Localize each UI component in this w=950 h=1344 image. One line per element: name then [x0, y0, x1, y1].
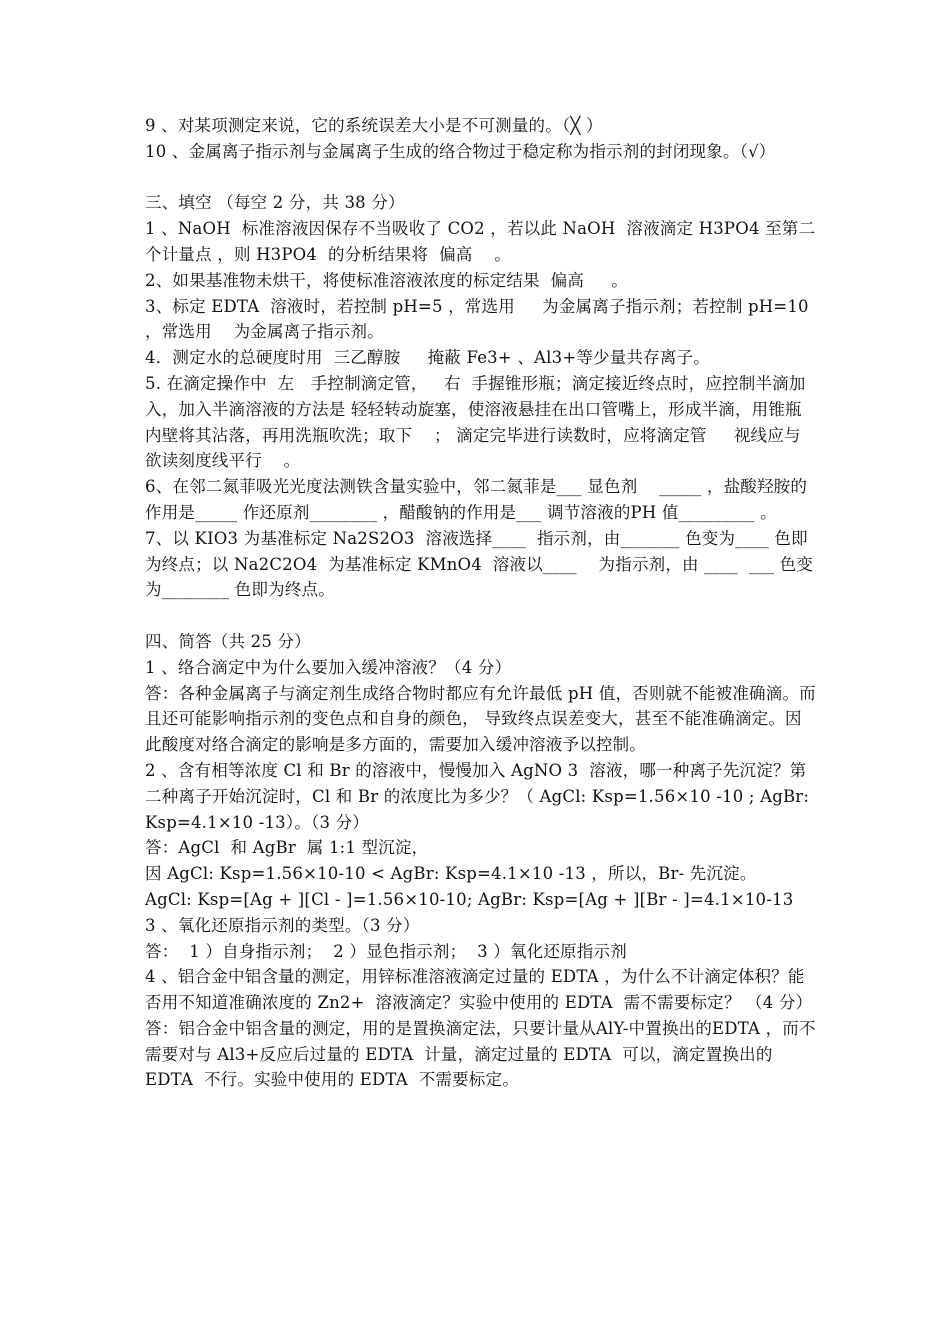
- section-spacer: [145, 165, 817, 191]
- fill-question-5: 5. 在滴定操作中 左 手控制滴定管， 右 手握锥形瓶；滴定接近终点时，应控制半滴加入，加入半滴溶液的方法是 轻轻转动旋塞，使溶液悬挂在出口管嘴上，形成半滴，用锥瓶内壁将其沾落，再用洗瓶吹洗；取下 ； 滴定完毕进行读数时，应将滴定管 视线应与 欲读刻度线平行 。: [145, 373, 812, 471]
- short-answer-question-4: 4 、铝合金中铝含量的测定，用锌标准溶液滴定过量的 EDTA ，为什么不计滴定体积？能否用不知道准确浓度的 Zn2+ 溶液滴定？实验中使用的 EDTA 需不需要标定？ （4 分）: [145, 967, 813, 1013]
- fill-question-7: 7、以 KIO3 为基准标定 Na2S2O3 溶液选择____ 指示剂，由_______ 色变为____ 色即为终点；以 Na2C2O4 为基准标定 KMnO4 溶液以____ 为指示剂，由 ____ ___ 色变为________ 色即为终点。: [145, 528, 814, 600]
- short-answer-1: 答：各种金属离子与滴定剂生成络合物时都应有允许最低 pH 值，否则就不能被准确滴。而且还可能影响指示剂的变色点和自身的颜色， 导致终点误差变大，甚至不能准确滴定。因此酸度对络合滴定的影响是多方面的，需要加入缓冲溶液予以控制。: [145, 683, 816, 755]
- short-answer-question-1: 1 、络合滴定中为什么要加入缓冲溶液？（4 分）: [145, 657, 512, 677]
- short-answer-question-2: 2 、含有相等浓度 Cl 和 Br 的溶液中，慢慢加入 AgNO 3 溶液，哪一种离子先沉淀？第二种离子开始沉淀时，Cl 和 Br 的浓度比为多少？（ AgCl: Ksp=1.56×10 -10 ; AgBr: Ksp=4.1×10 -13）。（3 分）: [145, 760, 815, 832]
- fill-question-6: 6、在邻二氮菲吸光光度法测铁含量实验中，邻二氮菲是___ 显色剂 _____ ，盐酸羟胺的作用是_____ 作还原剂________ ，醋酸钠的作用是___ 调节溶液的PH 值_________ 。: [145, 477, 808, 522]
- short-answer-2-line-1: 答：AgCl 和 AgBr 属 1:1 型沉淀，: [145, 838, 429, 858]
- section-spacer: [145, 603, 817, 629]
- short-answer-2-line-2: 因 AgCl: Ksp=1.56×10-10 < AgBr: Ksp=4.1×10 -13 ，所以，Br- 先沉淀。: [145, 864, 757, 884]
- document-page: [145, 113, 817, 1093]
- fill-question-4: 4．测定水的总硬度时用 三乙醇胺 掩蔽 Fe3+ 、Al3+等少量共存离子。: [145, 348, 710, 368]
- short-answer-question-3: 3 、氧化还原指示剂的类型。（3 分）: [145, 915, 420, 935]
- true-false-question-9: 9 、对某项测定来说，它的系统误差大小是不可测量的。（╳ ）: [145, 116, 603, 135]
- short-answer-4: 答：铝合金中铝含量的测定，用的是置换滴定法，只要计量从AlY-中置换出的EDTA ，而不需要对与 Al3+反应后过量的 EDTA 计量，滴定过量的 EDTA 可以，滴定置换出的 EDTA 不行。实验中使用的 EDTA 不需要标定。: [145, 1018, 816, 1090]
- fill-question-2: 2、如果基准物未烘干，将使标准溶液浓度的标定结果 偏高 。: [145, 270, 629, 290]
- fill-question-3: 3、标定 EDTA 溶液时，若控制 pH=5 ，常选用 为金属离子指示剂；若控制 pH=10 ，常选用 为金属离子指示剂。: [145, 296, 815, 342]
- section-4-heading: 四、简答（共 25 分）: [145, 631, 311, 651]
- fill-question-1: 1 、NaOH 标准溶液因保存不当吸收了 CO2 ，若以此 NaOH 溶液滴定 H3PO4 至第二个计量点 ，则 H3PO4 的分析结果将 偏高 。: [145, 219, 816, 264]
- true-false-question-10: 10 、金属离子指示剂与金属离子生成的络合物过于稳定称为指示剂的封闭现象。（√）: [145, 141, 776, 161]
- short-answer-2-line-3: AgCl: Ksp=[Ag + ][Cl - ]=1.56×10-10; AgBr: Ksp=[Ag + ][Br - ]=4.1×10-13: [145, 889, 794, 909]
- section-3-heading: 三、填空 （每空 2 分，共 38 分）: [145, 193, 405, 213]
- short-answer-3: 答： 1 ）自身指示剂； 2 ）显色指示剂； 3 ）氧化还原指示剂: [145, 941, 627, 961]
